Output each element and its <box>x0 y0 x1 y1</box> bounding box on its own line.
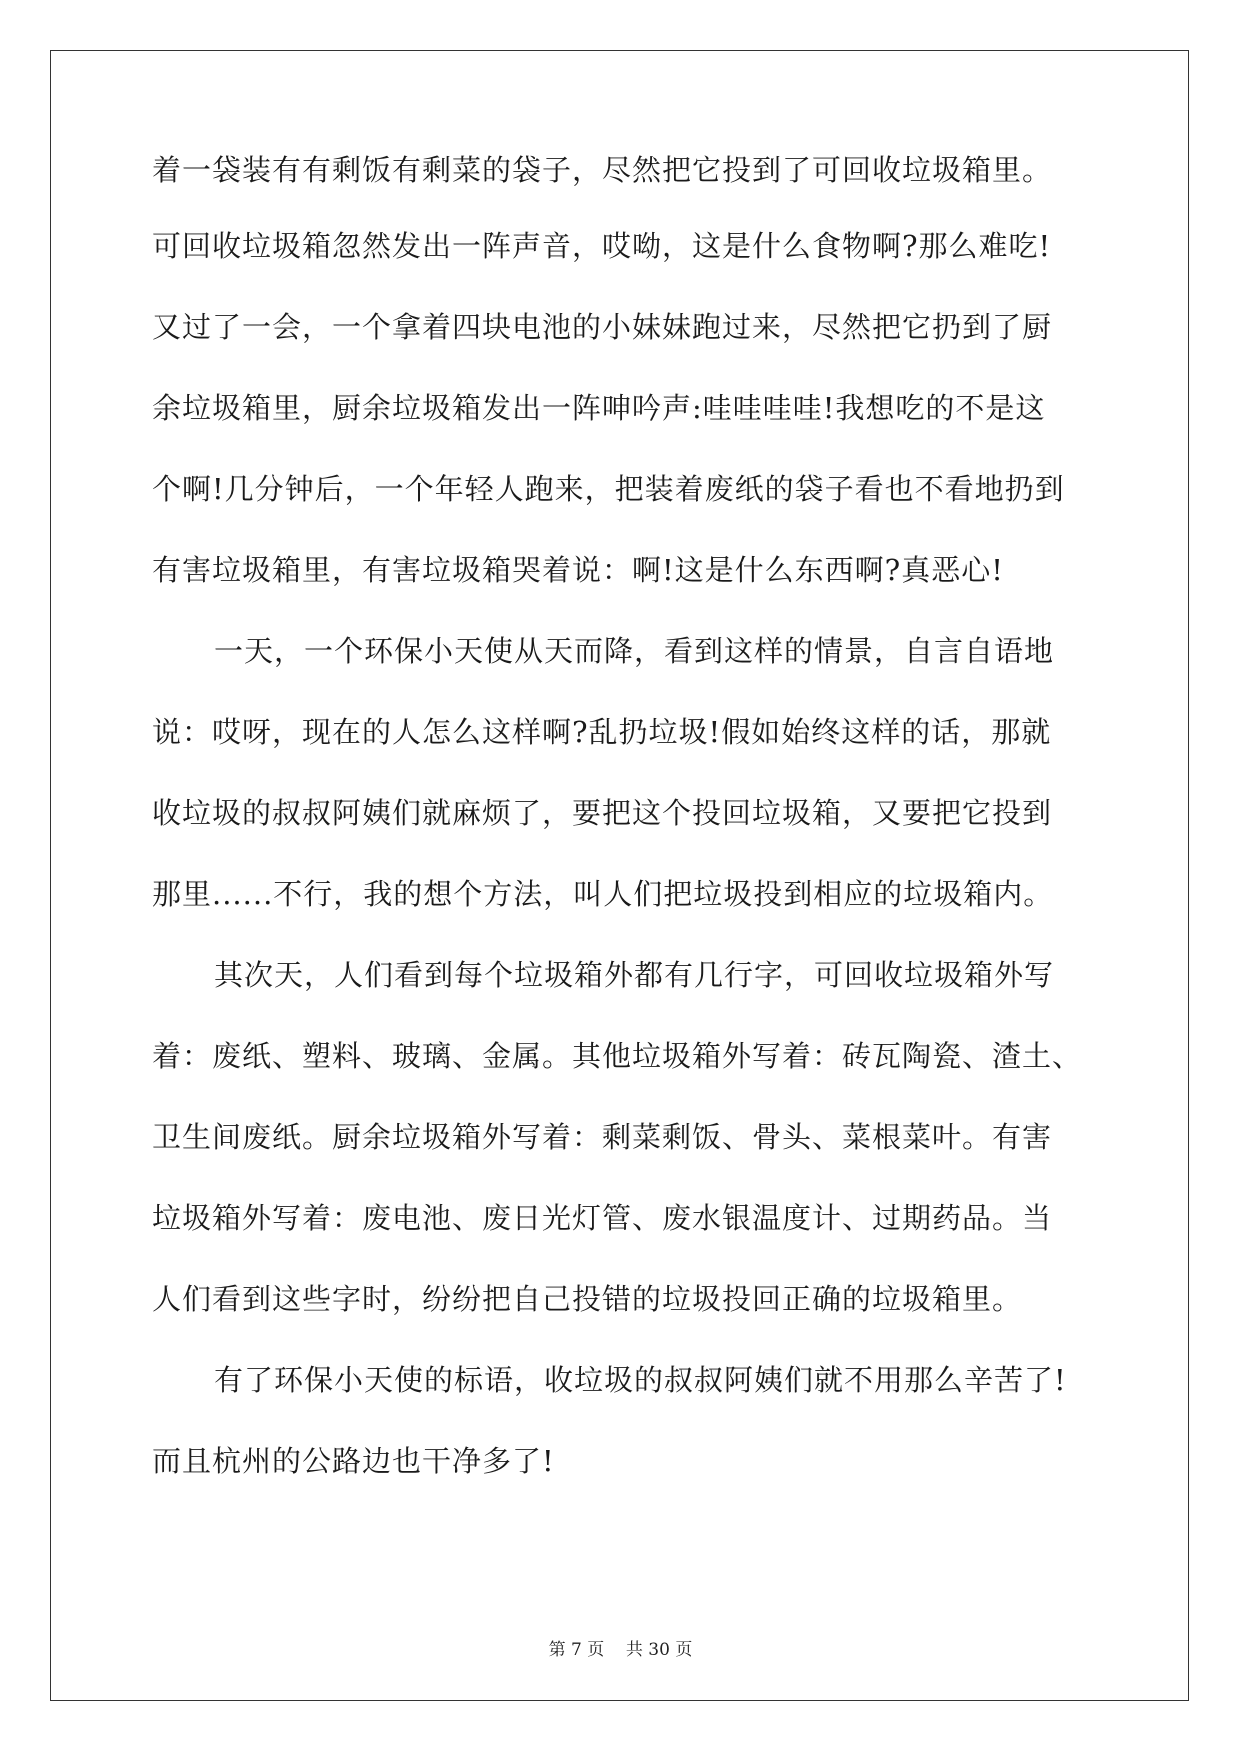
text-line-5: 个啊!几分钟后，一个年轻人跑来，把装着废纸的袋子看也不看地扔到 <box>152 472 1065 506</box>
text-line-3: 又过了一会，一个拿着四块电池的小妹妹跑过来，尽然把它扔到了厨 <box>152 310 1053 344</box>
text-line-6: 有害垃圾箱里，有害垃圾箱哭着说：啊!这是什么东西啊?真恶心! <box>152 553 1004 587</box>
paragraph-start-line: 有了环保小天使的标语，收垃圾的叔叔阿姨们就不用那么辛苦了! <box>214 1363 1067 1397</box>
text-line-17: 而且杭州的公路边也干净多了! <box>152 1444 555 1478</box>
text-line-9: 收垃圾的叔叔阿姨们就麻烦了，要把这个投回垃圾箱，又要把它投到 <box>152 796 1053 830</box>
paragraph-start-line: 其次天，人们看到每个垃圾箱外都有几行字，可回收垃圾箱外写 <box>214 958 1055 992</box>
text-line-13: 卫生间废纸。厨余垃圾箱外写着：剩菜剩饭、骨头、菜根菜叶。有害 <box>152 1120 1053 1154</box>
text-line-2: 可回收垃圾箱忽然发出一阵声音，哎呦，这是什么食物啊?那么难吃! <box>152 229 1052 263</box>
text-line-12: 着：废纸、塑料、玻璃、金属。其他垃圾箱外写着：砖瓦陶瓷、渣土、 <box>152 1039 1083 1073</box>
text-line-15: 人们看到这些字时，纷纷把自己投错的垃圾投回正确的垃圾箱里。 <box>152 1282 1023 1316</box>
text-line-10: 那里......不行，我的想个方法，叫人们把垃圾投到相应的垃圾箱内。 <box>152 877 1054 911</box>
text-line-4: 余垃圾箱里，厨余垃圾箱发出一阵呻吟声:哇哇哇哇!我想吃的不是这 <box>152 391 1046 425</box>
text-line-8: 说：哎呀，现在的人怎么这样啊?乱扔垃圾!假如始终这样的话，那就 <box>152 715 1052 749</box>
text-line-1: 着一袋装有有剩饭有剩菜的袋子，尽然把它投到了可回收垃圾箱里。 <box>152 153 1053 187</box>
paragraph-start-line: 一天，一个环保小天使从天而降，看到这样的情景，自言自语地 <box>214 634 1055 668</box>
page-number-footer: 第 7 页 共 30 页 <box>548 1640 693 1660</box>
text-line-14: 垃圾箱外写着：废电池、废日光灯管、废水银温度计、过期药品。当 <box>152 1201 1053 1235</box>
